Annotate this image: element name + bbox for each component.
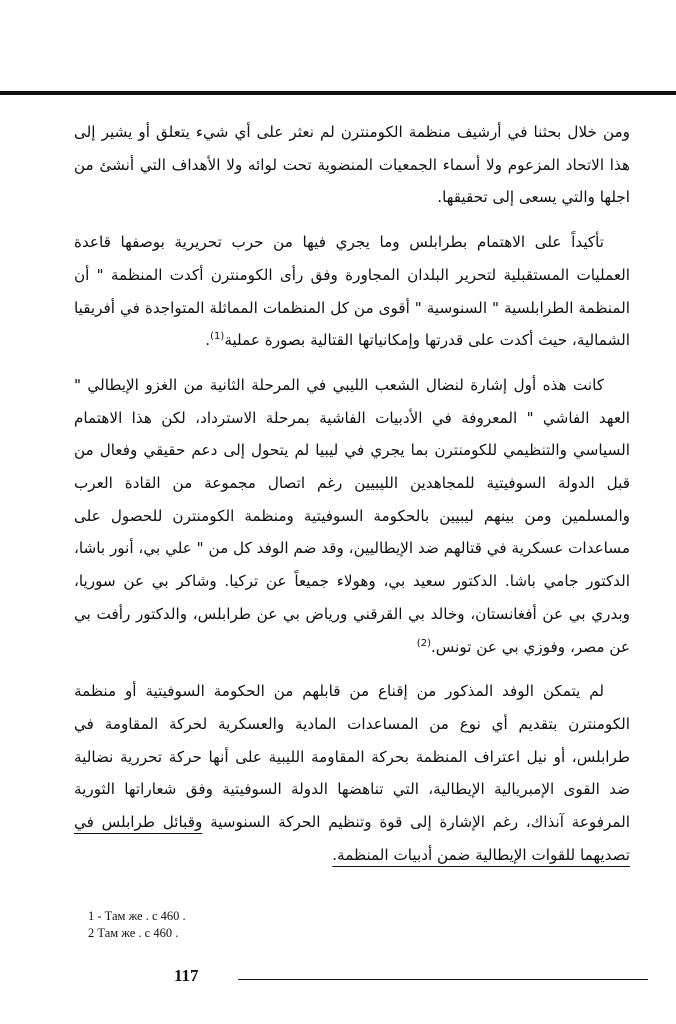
footer-rule bbox=[238, 979, 648, 980]
paragraph-1-text: ومن خلال بحثنا في أرشيف منظمة الكومنترن لم نعثر على أي شيء يتعلق أو يشير إلى هذا الاتحاد المزعوم ولا أسماء الجمعيات المنضوية تحت لوائه ولا الأهداف التي أنشئ من اجلها والتي يسعى إلى تحقيقها. bbox=[74, 123, 630, 207]
body-text bbox=[74, 116, 630, 883]
footnote-1: 1 - Там же . с 460 . bbox=[88, 909, 186, 923]
paragraph-2-text: تأكيداً على الاهتمام بطرابلس وما يجري فيها من حرب تحريرية بوصفها قاعدة العمليات المستقبلية لتحرير البلدان المجاورة وفق رأى الكومنترن أكدت المنظمة " أن المنظمة الطرابلسية " السنوسية " أقوى من كل المنظمات المماثلة المتواجدة في أفريقيا الشمالية، حيث أكدت على قدرتها وإمكانياتها القتالية بصورة عملية bbox=[74, 233, 630, 350]
footnote-2: 2 Там же . с 460 . bbox=[88, 926, 179, 940]
paragraph-3-text: كانت هذه أول إشارة لنضال الشعب الليبي في المرحلة الثانية من الغزو الإيطالي " العهد الفاشي " المعروفة في الأدبيات الفاشية بمرحلة الاسترداد، لكن هذا الاهتمام السياسي والتنظيمي للكومنترن بما يجري في ليبيا لم يتحول إلى دعم حقيقي وفعال من قبل الدولة السوفيتية للمجاهدين الليبيين رغم اتصال مجموعة من القادة العرب والمسلمين ومن بينهم ليبيين بالحكومة السوفيتية ومنظمة الكومنترن للحصول على مساعدات عسكرية في قتالهم ضد الإيطاليين، وقد ضم الوفد كل من " علي بي، أنور باشا، الدكتور جامي باشا. الدكتور سعيد بي، وهولاء جميعاً عن تركيا. وشاكر بي عن سوريا، وبدري بي عن أفغانستان، وخالد بي القرقني ورياض بي عن طرابلس، والدكتور رأفت بي عن مصر، وفوزي بي عن تونس. bbox=[74, 375, 630, 656]
footnote-ref-1: (1) bbox=[210, 331, 225, 343]
paragraph-2: تأكيداً على الاهتمام بطرابلس وما يجري فيها من حرب تحريرية بوصفها قاعدة العمليات المستقبلية لتحرير البلدان المجاورة وفق رأى الكومنترن أكدت المنظمة " أن المنظمة الطرابلسية " السنوسية " أقوى من كل المنظمات المماثلة المتواجدة في أفريقيا الشمالية، حيث أكدت على قدرتها وإمكانياتها القتالية بصورة عملية$^{(1)}$. bbox=[74, 233, 630, 350]
paragraph-4-text: لم يتمكن الوفد المذكور من إقناع من قابلهم من الحكومة السوفيتية أو منظمة الكومنترن بتقديم أي نوع من المساعدات المادية والعسكرية لحركة المقاومة في طرابلس، أو نيل اعتراف المنظمة بحركة المقاومة الليبية على أنها حركة تحررية نضالية ضد القوى الإمبريالية الإيطالية، التي تناهضها الدولة السوفيتية وفق شعاراتها الثورية المرفوعة آنذاك، رغم الإشارة إلى قوة وتنظيم الحركة السنوسية bbox=[74, 682, 630, 832]
paragraph-4-last-line: وقبائل طرابلس في تصديهما للقوات الإيطالية ضمن أدبيات المنظمة. bbox=[74, 813, 630, 864]
page-number: 117 bbox=[174, 966, 199, 985]
header-rule bbox=[0, 91, 676, 95]
footnotes bbox=[88, 908, 388, 942]
paragraph-1 bbox=[74, 116, 630, 214]
footnote-ref-2: (2) bbox=[416, 637, 431, 649]
paragraph-3 bbox=[74, 369, 630, 663]
paragraph-4 bbox=[74, 675, 630, 871]
page-footer bbox=[88, 964, 648, 994]
